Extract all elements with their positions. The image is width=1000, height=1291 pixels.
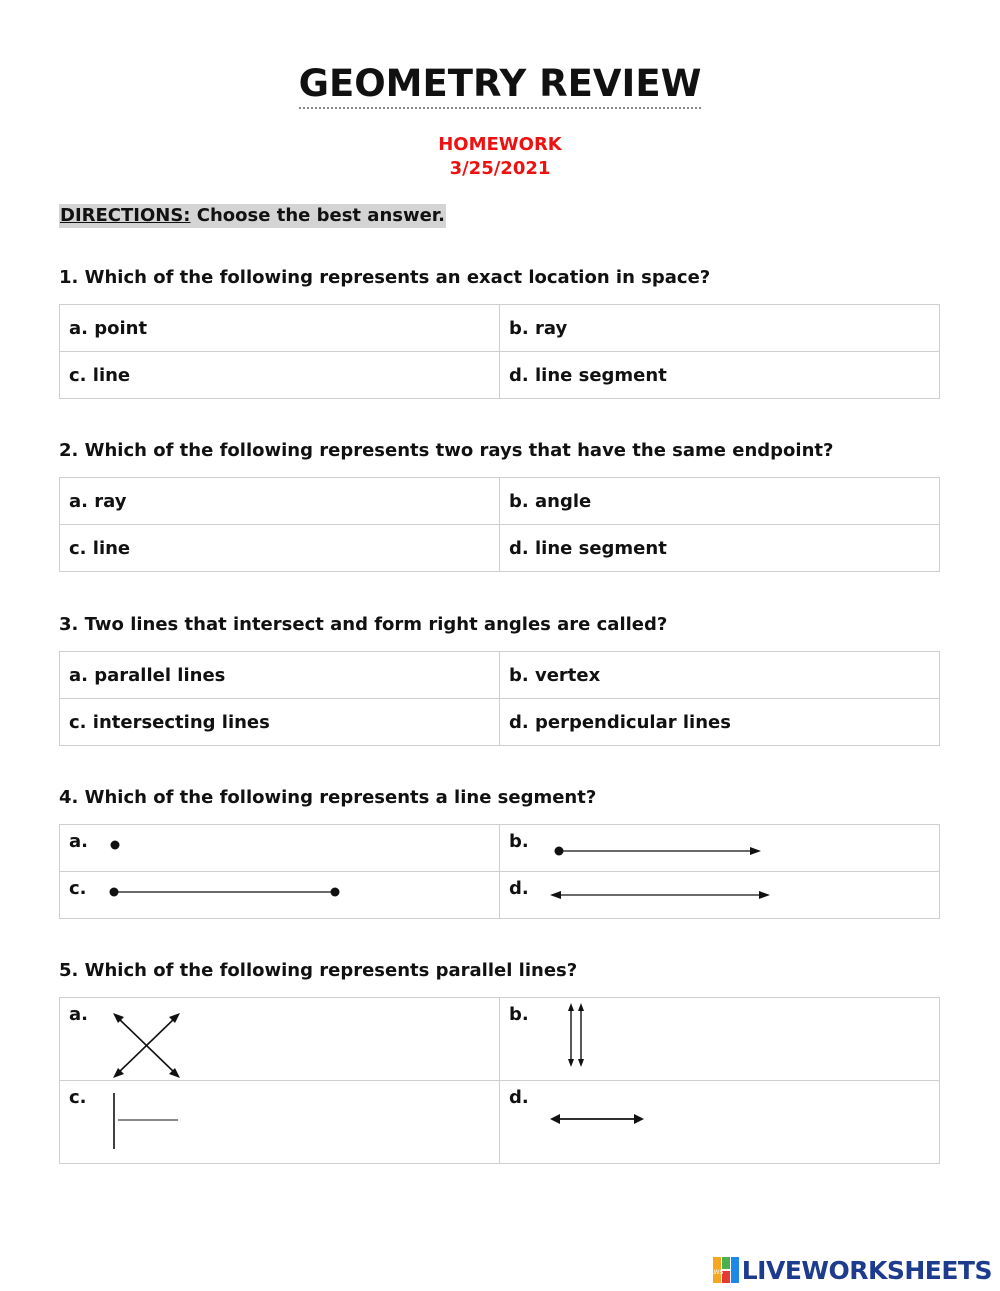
liveworksheets-brand: LIVEWORKSHEETS <box>741 1255 992 1285</box>
q2-option-d[interactable]: d. line segment <box>500 525 940 572</box>
logo-letter-l: LWS <box>710 1269 724 1276</box>
q3-option-a[interactable]: a. parallel lines <box>60 652 500 699</box>
liveworksheets-logo-icon <box>710 1257 739 1283</box>
point-dot-figure <box>104 835 134 855</box>
directions <box>59 204 446 228</box>
answer-table-2 <box>59 477 940 572</box>
parallel-lines-figure <box>562 1001 592 1071</box>
q2-option-b[interactable]: b. angle <box>500 478 940 525</box>
q4-option-b[interactable] <box>500 825 940 872</box>
liveworksheets-logo <box>710 1255 992 1285</box>
q4-option-b-label: b. <box>509 831 529 852</box>
q5-option-c[interactable] <box>60 1081 500 1164</box>
question-1: 1. Which of the following represents an exact location in space? <box>59 267 711 288</box>
q1-option-b[interactable]: b. ray <box>500 305 940 352</box>
answer-table-4 <box>59 824 940 919</box>
q5-option-b-label: b. <box>509 1004 529 1025</box>
q5-option-d-label: d. <box>509 1087 529 1108</box>
answer-table-3 <box>59 651 940 746</box>
q2-option-c[interactable]: c. line <box>60 525 500 572</box>
q4-option-a-label: a. <box>69 831 88 852</box>
q5-option-d[interactable] <box>500 1081 940 1164</box>
q4-option-d[interactable] <box>500 872 940 919</box>
q1-option-a[interactable]: a. point <box>60 305 500 352</box>
intersecting-lines-figure <box>110 1010 185 1080</box>
perpendicular-lines-figure <box>108 1091 188 1153</box>
q3-option-c[interactable]: c. intersecting lines <box>60 699 500 746</box>
q5-option-c-label: c. <box>69 1087 87 1108</box>
directions-label: DIRECTIONS: <box>60 205 191 226</box>
q5-option-a[interactable] <box>60 998 500 1081</box>
line-figure <box>548 1109 648 1129</box>
homework-date: 3/25/2021 <box>449 158 551 179</box>
q4-option-a[interactable] <box>60 825 500 872</box>
line-figure <box>548 885 778 905</box>
question-2: 2. Which of the following represents two rays that have the same endpoint? <box>59 440 834 461</box>
answer-table-1 <box>59 304 940 399</box>
question-5: 5. Which of the following represents parallel lines? <box>59 960 578 981</box>
line-segment-figure <box>104 882 354 902</box>
ray-figure <box>548 841 768 861</box>
q5-option-a-label: a. <box>69 1004 88 1025</box>
directions-text: Choose the best answer. <box>190 205 445 226</box>
q5-option-b[interactable] <box>500 998 940 1081</box>
q2-option-a[interactable]: a. ray <box>60 478 500 525</box>
worksheet-title: GEOMETRY REVIEW <box>0 62 1000 109</box>
q3-option-d[interactable]: d. perpendicular lines <box>500 699 940 746</box>
question-4: 4. Which of the following represents a line segment? <box>59 787 597 808</box>
q1-option-c[interactable]: c. line <box>60 352 500 399</box>
homework-label: HOMEWORK <box>438 134 562 155</box>
q4-option-c-label: c. <box>69 878 87 899</box>
question-3: 3. Two lines that intersect and form right angles are called? <box>59 614 668 635</box>
q3-option-b[interactable]: b. vertex <box>500 652 940 699</box>
q4-option-d-label: d. <box>509 878 529 899</box>
q4-option-c[interactable] <box>60 872 500 919</box>
answer-table-5 <box>59 997 940 1164</box>
q1-option-d[interactable]: d. line segment <box>500 352 940 399</box>
